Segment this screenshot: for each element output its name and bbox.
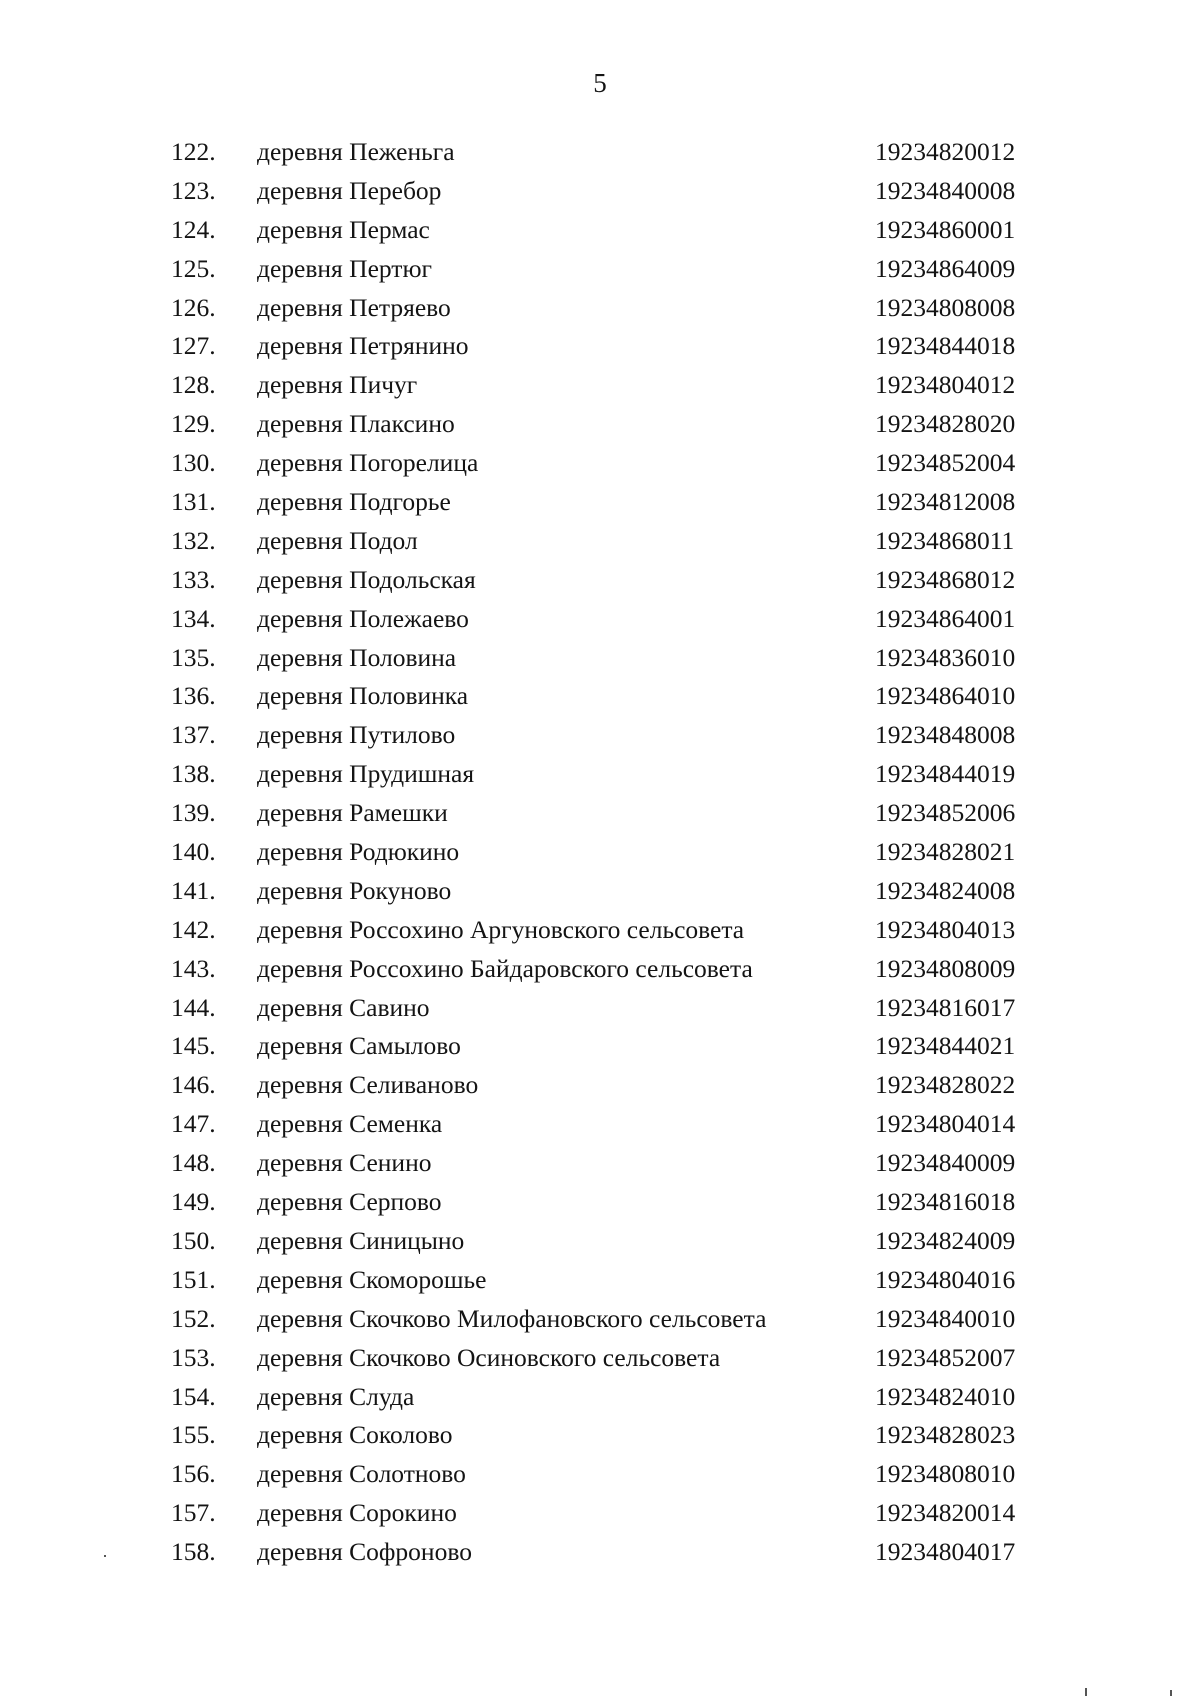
item-number: 144.	[171, 992, 216, 1022]
item-number: 154.	[171, 1381, 216, 1411]
settlement-name: деревня Соколово	[257, 1420, 453, 1450]
list-item	[0, 1027, 1200, 1066]
item-number: 138.	[171, 759, 216, 789]
settlement-name: деревня Селиваново	[257, 1070, 479, 1100]
item-number: 147.	[171, 1109, 216, 1139]
list-item	[0, 1261, 1200, 1300]
list-item	[0, 483, 1200, 522]
settlement-name: деревня Пеженьга	[257, 137, 455, 166]
list-item	[0, 1222, 1200, 1261]
settlement-code: 19234828020	[875, 409, 1016, 439]
settlement-code: 19234816017	[875, 992, 1016, 1022]
item-number: 145.	[171, 1031, 216, 1061]
item-number: 133.	[171, 564, 216, 594]
settlement-name: деревня Пертюг	[257, 253, 432, 283]
list-item	[0, 911, 1200, 950]
item-number: 143.	[171, 953, 216, 983]
list-item	[0, 444, 1200, 483]
list-item	[0, 1533, 1200, 1572]
settlement-code: 19234816018	[875, 1187, 1016, 1217]
item-number: 122.	[171, 137, 216, 166]
list-item	[0, 716, 1200, 755]
item-number: 136.	[171, 681, 216, 711]
settlement-code: 19234852007	[875, 1342, 1016, 1372]
settlement-code: 19234804012	[875, 370, 1016, 400]
list-item	[0, 133, 1200, 172]
settlement-code: 19234804014	[875, 1109, 1016, 1139]
item-number: 123.	[171, 175, 216, 205]
list-item	[0, 1494, 1200, 1533]
settlement-name: деревня Подол	[257, 525, 418, 555]
list-item	[0, 250, 1200, 289]
item-number: 149.	[171, 1187, 216, 1217]
settlement-name: деревня Родюкино	[257, 837, 460, 867]
settlement-code: 19234868011	[875, 525, 1015, 555]
item-number: 126.	[171, 292, 216, 322]
settlement-name: деревня Слуда	[257, 1381, 415, 1411]
settlement-code: 19234824009	[875, 1225, 1016, 1255]
list-item	[0, 366, 1200, 405]
item-number: 151.	[171, 1264, 216, 1294]
settlement-name: деревня Погорелица	[257, 448, 479, 478]
item-number: 130.	[171, 448, 216, 478]
list-item	[0, 327, 1200, 366]
settlement-name: деревня Самылово	[257, 1031, 461, 1061]
item-number: 139.	[171, 798, 216, 828]
settlement-name: деревня Скоморошье	[257, 1264, 487, 1294]
item-number: 132.	[171, 525, 216, 555]
settlement-code: 19234828022	[875, 1070, 1016, 1100]
list-item	[0, 1183, 1200, 1222]
list-item	[0, 950, 1200, 989]
settlement-name: деревня Пичуг	[257, 370, 418, 400]
page-number: 5	[593, 68, 607, 98]
settlement-name: деревня Петрянино	[257, 331, 469, 361]
settlement-name: деревня Путилово	[257, 720, 456, 750]
settlement-code: 19234864001	[875, 603, 1016, 633]
settlement-list	[0, 133, 1200, 1572]
list-item	[0, 1144, 1200, 1183]
scan-mark-bottom-right	[1085, 1688, 1087, 1696]
settlement-code: 19234836010	[875, 642, 1016, 672]
item-number: 124.	[171, 214, 216, 244]
settlement-name: деревня Скочково Осиновского сельсовета	[257, 1342, 721, 1372]
settlement-code: 19234828021	[875, 837, 1016, 867]
list-item	[0, 561, 1200, 600]
settlement-code: 19234868012	[875, 564, 1016, 594]
list-item	[0, 1339, 1200, 1378]
settlement-code: 19234844021	[875, 1031, 1016, 1061]
settlement-name: деревня Пермас	[257, 214, 430, 244]
item-number: 134.	[171, 603, 216, 633]
settlement-name: деревня Серпово	[257, 1187, 442, 1217]
settlement-code: 19234808010	[875, 1459, 1016, 1489]
list-item	[0, 1105, 1200, 1144]
item-number: 137.	[171, 720, 216, 750]
settlement-name: деревня Солотново	[257, 1459, 466, 1489]
item-number: 142.	[171, 914, 216, 944]
item-number: 140.	[171, 837, 216, 867]
item-number: 155.	[171, 1420, 216, 1450]
settlement-code: 19234840010	[875, 1303, 1016, 1333]
settlement-name: деревня Сорокино	[257, 1498, 457, 1528]
settlement-code: 19234840009	[875, 1148, 1016, 1178]
settlement-name: деревня Синицыно	[257, 1225, 465, 1255]
settlement-name: деревня Сенино	[257, 1148, 432, 1178]
list-item	[0, 600, 1200, 639]
item-number: 157.	[171, 1498, 216, 1528]
settlement-name: деревня Подгорье	[257, 487, 451, 517]
settlement-name: деревня Семенка	[257, 1109, 443, 1139]
settlement-name: деревня Половина	[257, 642, 457, 672]
settlement-name: деревня Прудишная	[257, 759, 475, 789]
list-item	[0, 1300, 1200, 1339]
settlement-code: 19234804017	[875, 1537, 1016, 1567]
settlement-name: деревня Россохино Байдаровского сельсовета	[257, 953, 753, 983]
settlement-code: 19234864009	[875, 253, 1016, 283]
settlement-code: 19234844019	[875, 759, 1016, 789]
scan-mark-left	[104, 1555, 106, 1557]
item-number: 141.	[171, 875, 216, 905]
item-number: 150.	[171, 1225, 216, 1255]
settlement-code: 19234812008	[875, 487, 1016, 517]
settlement-code: 19234852006	[875, 798, 1016, 828]
settlement-name: деревня Софроново	[257, 1537, 472, 1567]
list-item	[0, 794, 1200, 833]
settlement-code: 19234864010	[875, 681, 1016, 711]
list-item	[0, 833, 1200, 872]
settlement-code: 19234860001	[875, 214, 1016, 244]
settlement-name: деревня Перебор	[257, 175, 442, 205]
settlement-code: 19234808008	[875, 292, 1016, 322]
settlement-code: 19234840008	[875, 175, 1016, 205]
list-item	[0, 289, 1200, 328]
settlement-code: 19234820012	[875, 137, 1016, 166]
item-number: 131.	[171, 487, 216, 517]
settlement-code: 19234820014	[875, 1498, 1016, 1528]
settlement-name: деревня Рокуново	[257, 875, 452, 905]
settlement-name: деревня Полежаево	[257, 603, 469, 633]
settlement-code: 19234852004	[875, 448, 1016, 478]
settlement-code: 19234804013	[875, 914, 1016, 944]
item-number: 152.	[171, 1303, 216, 1333]
list-item	[0, 639, 1200, 678]
list-item	[0, 677, 1200, 716]
scan-mark-bottom-right-2	[1170, 1690, 1172, 1696]
settlement-name: деревня Скочково Милофановского сельсовета	[257, 1303, 767, 1333]
item-number: 129.	[171, 409, 216, 439]
item-number: 158.	[171, 1537, 216, 1567]
list-item	[0, 755, 1200, 794]
settlement-name: деревня Петряево	[257, 292, 451, 322]
settlement-code: 19234844018	[875, 331, 1016, 361]
settlement-name: деревня Рамешки	[257, 798, 448, 828]
settlement-name: деревня Плаксино	[257, 409, 455, 439]
list-item	[0, 989, 1200, 1028]
list-item	[0, 172, 1200, 211]
settlement-code: 19234808009	[875, 953, 1016, 983]
item-number: 156.	[171, 1459, 216, 1489]
list-item	[0, 1378, 1200, 1417]
list-item	[0, 1416, 1200, 1455]
item-number: 146.	[171, 1070, 216, 1100]
item-number: 135.	[171, 642, 216, 672]
settlement-name: деревня Половинка	[257, 681, 469, 711]
settlement-code: 19234804016	[875, 1264, 1016, 1294]
item-number: 127.	[171, 331, 216, 361]
item-number: 125.	[171, 253, 216, 283]
item-number: 153.	[171, 1342, 216, 1372]
settlement-code: 19234848008	[875, 720, 1016, 750]
list-item	[0, 211, 1200, 250]
settlement-code: 19234824010	[875, 1381, 1016, 1411]
item-number: 128.	[171, 370, 216, 400]
settlement-name: деревня Россохино Аргуновского сельсовета	[257, 914, 745, 944]
settlement-code: 19234824008	[875, 875, 1016, 905]
settlement-name: деревня Савино	[257, 992, 430, 1022]
list-item	[0, 522, 1200, 561]
list-item	[0, 872, 1200, 911]
settlement-code: 19234828023	[875, 1420, 1016, 1450]
settlement-name: деревня Подольская	[257, 564, 476, 594]
list-item	[0, 1455, 1200, 1494]
item-number: 148.	[171, 1148, 216, 1178]
list-item	[0, 1066, 1200, 1105]
list-item	[0, 405, 1200, 444]
